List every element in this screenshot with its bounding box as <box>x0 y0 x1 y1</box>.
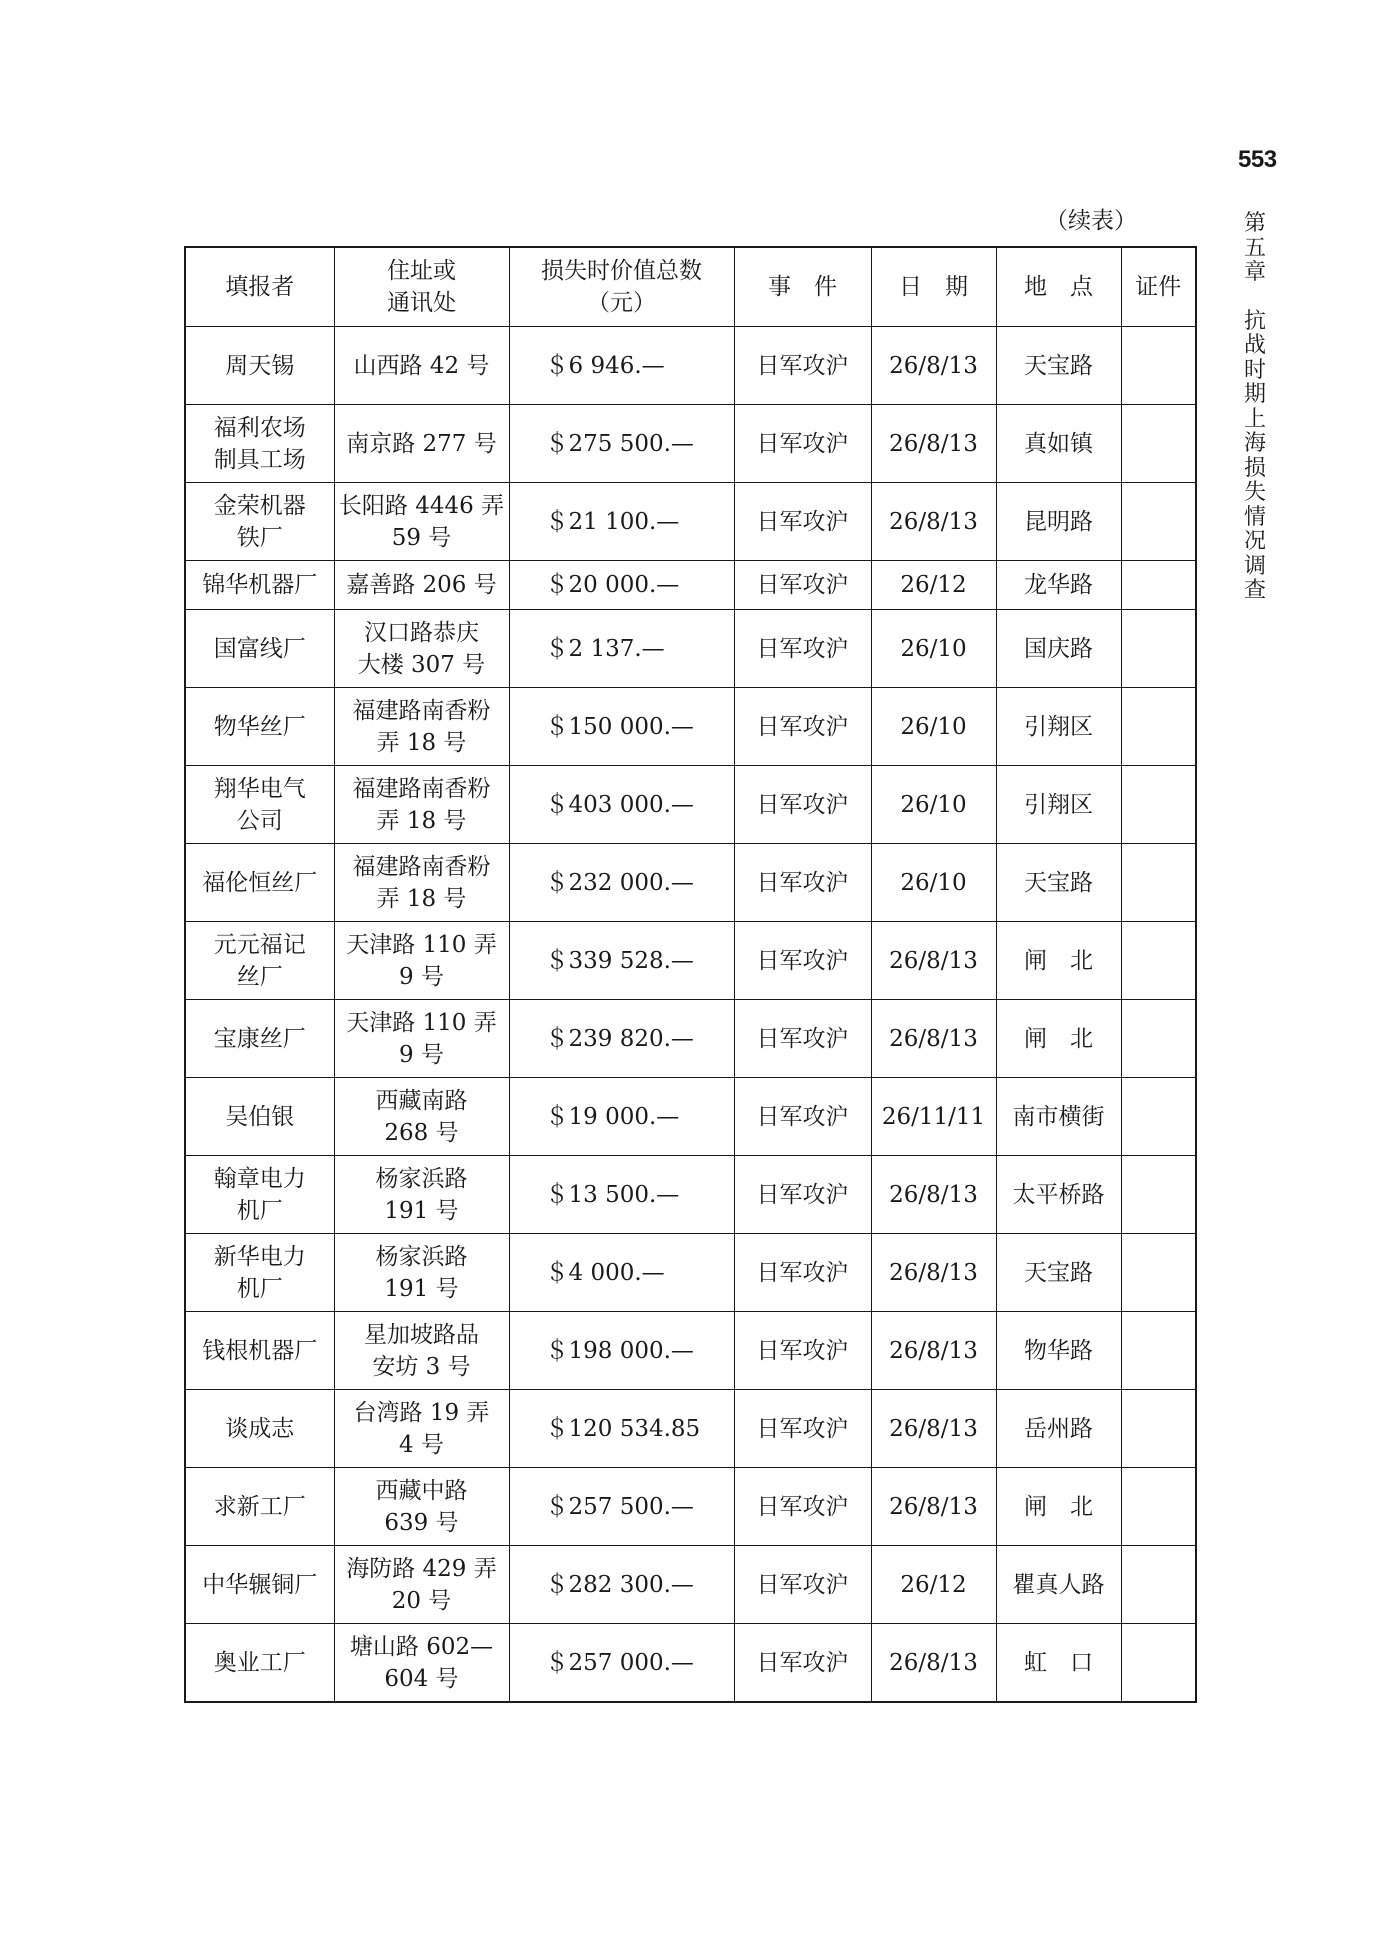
cell-document <box>1121 688 1196 766</box>
running-head-char: 调 <box>1243 553 1266 579</box>
running-head-char: 海 <box>1243 431 1266 456</box>
cell-location: 物华路 <box>996 1312 1121 1390</box>
cell-reporter: 翰章电力 机厂 <box>185 1156 334 1234</box>
cell-address: 山西路 42 号 <box>334 327 509 405</box>
cell-date: 26/8/13 <box>871 1000 996 1078</box>
table-row <box>185 561 1196 610</box>
table-row <box>185 1000 1196 1078</box>
cell-document <box>1121 1390 1196 1468</box>
cell-reporter: 锦华机器厂 <box>185 561 334 610</box>
cell-event: 日军攻沪 <box>734 405 871 483</box>
running-head-char: 战 <box>1243 333 1266 358</box>
cell-reporter: 求新工厂 <box>185 1468 334 1546</box>
cell-event: 日军攻沪 <box>734 327 871 405</box>
table-row <box>185 1312 1196 1390</box>
cell-document <box>1121 1312 1196 1390</box>
cell-address: 海防路 429 弄 20 号 <box>334 1546 509 1624</box>
cell-address: 天津路 110 弄 9 号 <box>334 922 509 1000</box>
cell-event: 日军攻沪 <box>734 922 871 1000</box>
cell-reporter: 吴伯银 <box>185 1078 334 1156</box>
cell-date: 26/8/13 <box>871 327 996 405</box>
cell-event: 日军攻沪 <box>734 1468 871 1546</box>
running-head-char: 上 <box>1243 406 1266 432</box>
cell-document <box>1121 1078 1196 1156</box>
table-row <box>185 610 1196 688</box>
cell-reporter: 国富线厂 <box>185 610 334 688</box>
cell-address: 天津路 110 弄 9 号 <box>334 1000 509 1078</box>
cell-address: 杨家浜路 191 号 <box>334 1234 509 1312</box>
cell-event: 日军攻沪 <box>734 483 871 561</box>
cell-document <box>1121 766 1196 844</box>
cell-reporter: 翔华电气 公司 <box>185 766 334 844</box>
cell-address: 南京路 277 号 <box>334 405 509 483</box>
cell-document <box>1121 405 1196 483</box>
header-document: 证件 <box>1121 247 1196 327</box>
running-head-char: 损 <box>1243 455 1266 481</box>
cell-event: 日军攻沪 <box>734 1078 871 1156</box>
cell-event: 日军攻沪 <box>734 766 871 844</box>
table-row <box>185 1468 1196 1546</box>
cell-document <box>1121 561 1196 610</box>
cell-date: 26/8/13 <box>871 1624 996 1703</box>
cell-event: 日军攻沪 <box>734 844 871 922</box>
cell-location: 昆明路 <box>996 483 1121 561</box>
cell-amount: ＄6 946.— <box>509 327 734 405</box>
cell-location: 国庆路 <box>996 610 1121 688</box>
cell-location: 引翔区 <box>996 766 1121 844</box>
table-row <box>185 688 1196 766</box>
cell-amount: ＄21 100.— <box>509 483 734 561</box>
cell-amount: ＄4 000.— <box>509 1234 734 1312</box>
cell-amount: ＄20 000.— <box>509 561 734 610</box>
cell-date: 26/12 <box>871 1546 996 1624</box>
cell-location: 闸 北 <box>996 922 1121 1000</box>
cell-amount: ＄150 000.— <box>509 688 734 766</box>
cell-address: 长阳路 4446 弄 59 号 <box>334 483 509 561</box>
cell-location: 南市横街 <box>996 1078 1121 1156</box>
cell-document <box>1121 610 1196 688</box>
cell-date: 26/8/13 <box>871 1468 996 1546</box>
cell-date: 26/10 <box>871 688 996 766</box>
table-row <box>185 405 1196 483</box>
cell-date: 26/8/13 <box>871 922 996 1000</box>
table-row <box>185 483 1196 561</box>
cell-date: 26/10 <box>871 844 996 922</box>
table-row <box>185 1546 1196 1624</box>
cell-reporter: 奥业工厂 <box>185 1624 334 1703</box>
cell-amount: ＄257 000.— <box>509 1624 734 1703</box>
header-event: 事 件 <box>734 247 871 327</box>
cell-address: 福建路南香粉 弄 18 号 <box>334 766 509 844</box>
cell-reporter: 谈成志 <box>185 1390 334 1468</box>
table-row <box>185 766 1196 844</box>
table-row <box>185 922 1196 1000</box>
running-head-char: 时 <box>1243 357 1266 383</box>
cell-reporter: 元元福记 丝厂 <box>185 922 334 1000</box>
cell-event: 日军攻沪 <box>734 1156 871 1234</box>
cell-amount: ＄282 300.— <box>509 1546 734 1624</box>
cell-reporter: 宝康丝厂 <box>185 1000 334 1078</box>
cell-location: 天宝路 <box>996 844 1121 922</box>
cell-address: 汉口路恭庆 大楼 307 号 <box>334 610 509 688</box>
cell-reporter: 周天锡 <box>185 327 334 405</box>
cell-amount: ＄13 500.— <box>509 1156 734 1234</box>
cell-date: 26/10 <box>871 610 996 688</box>
cell-amount: ＄2 137.— <box>509 610 734 688</box>
cell-amount: ＄120 534.85 <box>509 1390 734 1468</box>
table-row <box>185 1156 1196 1234</box>
cell-document <box>1121 1546 1196 1624</box>
cell-reporter: 中华辗铜厂 <box>185 1546 334 1624</box>
cell-date: 26/12 <box>871 561 996 610</box>
cell-reporter: 新华电力 机厂 <box>185 1234 334 1312</box>
cell-event: 日军攻沪 <box>734 1234 871 1312</box>
running-head-char: 五 <box>1243 235 1266 261</box>
cell-event: 日军攻沪 <box>734 1546 871 1624</box>
cell-location: 引翔区 <box>996 688 1121 766</box>
table-row <box>185 844 1196 922</box>
cell-reporter: 福利农场 制具工场 <box>185 405 334 483</box>
cell-location: 龙华路 <box>996 561 1121 610</box>
cell-date: 26/8/13 <box>871 1156 996 1234</box>
running-head-char: 失 <box>1243 480 1266 505</box>
cell-date: 26/10 <box>871 766 996 844</box>
cell-document <box>1121 1000 1196 1078</box>
cell-document <box>1121 1624 1196 1703</box>
header-date: 日 期 <box>871 247 996 327</box>
cell-address: 星加坡路品 安坊 3 号 <box>334 1312 509 1390</box>
cell-location: 虹 口 <box>996 1624 1121 1703</box>
cell-location: 太平桥路 <box>996 1156 1121 1234</box>
header-location: 地 点 <box>996 247 1121 327</box>
running-head-char: 章 <box>1243 260 1266 285</box>
loss-table <box>184 246 1197 1703</box>
table-row <box>185 1624 1196 1703</box>
cell-address: 杨家浜路 191 号 <box>334 1156 509 1234</box>
cell-event: 日军攻沪 <box>734 1312 871 1390</box>
cell-document <box>1121 1156 1196 1234</box>
cell-reporter: 福伦恒丝厂 <box>185 844 334 922</box>
cell-document <box>1121 483 1196 561</box>
cell-address: 福建路南香粉 弄 18 号 <box>334 844 509 922</box>
cell-location: 真如镇 <box>996 405 1121 483</box>
cell-date: 26/8/13 <box>871 483 996 561</box>
header-amount: 损失时价值总数 （元） <box>509 247 734 327</box>
cell-location: 闸 北 <box>996 1468 1121 1546</box>
cell-address: 西藏中路 639 号 <box>334 1468 509 1546</box>
cell-amount: ＄275 500.— <box>509 405 734 483</box>
cell-document <box>1121 1468 1196 1546</box>
cell-event: 日军攻沪 <box>734 1390 871 1468</box>
header-address: 住址或 通讯处 <box>334 247 509 327</box>
cell-document <box>1121 327 1196 405</box>
cell-event: 日军攻沪 <box>734 1000 871 1078</box>
cell-event: 日军攻沪 <box>734 610 871 688</box>
table-header-row <box>185 247 1196 327</box>
continued-label: （续表） <box>1045 208 1137 234</box>
cell-location: 瞿真人路 <box>996 1546 1121 1624</box>
running-head-char: 况 <box>1243 529 1266 554</box>
cell-document <box>1121 1234 1196 1312</box>
cell-date: 26/8/13 <box>871 1390 996 1468</box>
table-row <box>185 1078 1196 1156</box>
page-number: 553 <box>1238 146 1277 173</box>
cell-event: 日军攻沪 <box>734 688 871 766</box>
cell-amount: ＄239 820.— <box>509 1000 734 1078</box>
table-row <box>185 327 1196 405</box>
cell-location: 闸 北 <box>996 1000 1121 1078</box>
cell-address: 塘山路 602— 604 号 <box>334 1624 509 1703</box>
cell-address: 福建路南香粉 弄 18 号 <box>334 688 509 766</box>
cell-reporter: 金荣机器 铁厂 <box>185 483 334 561</box>
cell-date: 26/11/11 <box>871 1078 996 1156</box>
header-reporter: 填报者 <box>185 247 334 327</box>
cell-amount: ＄403 000.— <box>509 766 734 844</box>
cell-document <box>1121 844 1196 922</box>
cell-location: 天宝路 <box>996 327 1121 405</box>
cell-date: 26/8/13 <box>871 405 996 483</box>
running-head-char: 情 <box>1243 504 1266 530</box>
cell-event: 日军攻沪 <box>734 561 871 610</box>
running-head-char: 抗 <box>1243 308 1266 334</box>
cell-amount: ＄232 000.— <box>509 844 734 922</box>
cell-document <box>1121 922 1196 1000</box>
cell-reporter: 物华丝厂 <box>185 688 334 766</box>
cell-date: 26/8/13 <box>871 1312 996 1390</box>
cell-amount: ＄198 000.— <box>509 1312 734 1390</box>
cell-date: 26/8/13 <box>871 1234 996 1312</box>
cell-address: 西藏南路 268 号 <box>334 1078 509 1156</box>
cell-address: 嘉善路 206 号 <box>334 561 509 610</box>
table-row <box>185 1390 1196 1468</box>
cell-address: 台湾路 19 弄 4 号 <box>334 1390 509 1468</box>
table-row <box>185 1234 1196 1312</box>
running-head-char: 查 <box>1243 578 1266 603</box>
cell-event: 日军攻沪 <box>734 1624 871 1703</box>
cell-amount: ＄19 000.— <box>509 1078 734 1156</box>
cell-amount: ＄339 528.— <box>509 922 734 1000</box>
cell-reporter: 钱根机器厂 <box>185 1312 334 1390</box>
cell-location: 天宝路 <box>996 1234 1121 1312</box>
running-head-char: 第 <box>1243 211 1266 236</box>
cell-amount: ＄257 500.— <box>509 1468 734 1546</box>
running-head <box>1243 212 1267 604</box>
running-head-char: 期 <box>1243 382 1266 407</box>
cell-location: 岳州路 <box>996 1390 1121 1468</box>
